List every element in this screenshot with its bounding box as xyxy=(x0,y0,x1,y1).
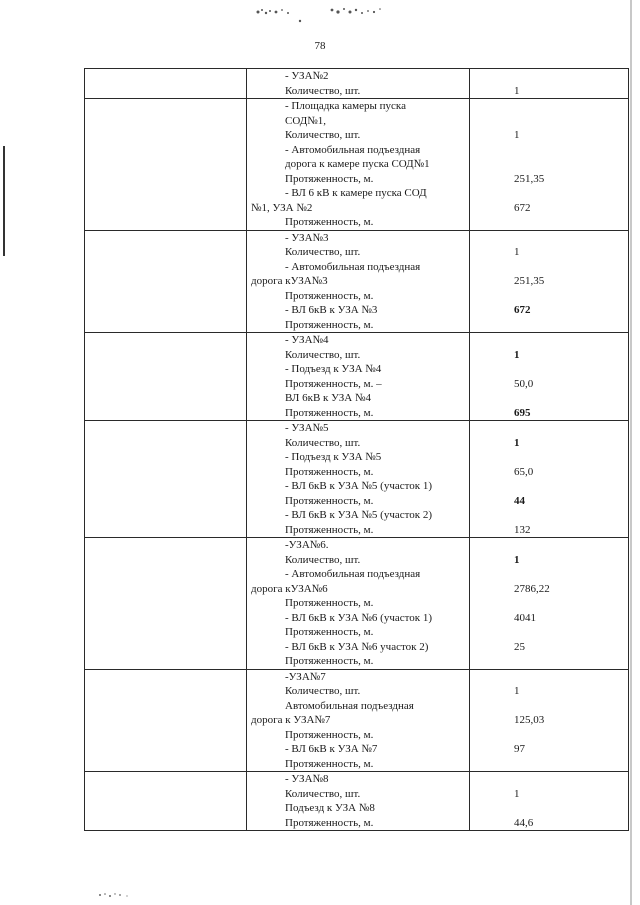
scan-edge-mark-left xyxy=(3,146,5,256)
column-divider xyxy=(469,68,470,831)
line-description: Протяженность, м. xyxy=(285,597,374,609)
table-line xyxy=(247,348,628,363)
document-table xyxy=(84,68,629,831)
line-value xyxy=(469,421,514,436)
row-lines xyxy=(247,69,628,98)
line-description: - УЗА№2 xyxy=(285,70,329,82)
line-description: Протяженность, м. xyxy=(285,816,374,829)
table-line xyxy=(247,333,628,348)
table-line xyxy=(247,128,628,143)
line-value: 132 xyxy=(514,523,531,536)
line-value: 50,0 xyxy=(514,377,534,390)
table-line xyxy=(247,231,628,246)
table-line xyxy=(247,157,628,172)
table-line xyxy=(247,436,628,451)
line-description: - ВЛ 6кВ к УЗА №5 (участок 2) xyxy=(285,509,433,521)
row-lines xyxy=(247,670,628,772)
line-description: Протяженность, м. xyxy=(285,494,374,507)
line-description: - ВЛ 6кВ к УЗА №3 xyxy=(285,304,378,316)
table-row xyxy=(85,69,629,99)
table-line xyxy=(247,508,628,523)
table-line xyxy=(247,465,628,480)
table-line xyxy=(247,728,628,743)
line-value xyxy=(469,801,514,816)
line-value xyxy=(469,625,514,640)
table-line xyxy=(247,99,628,114)
line-description: - ВЛ 6кВ к УЗА №6 (участок 1) xyxy=(285,611,433,624)
line-description: - ВЛ 6 кВ к камере пуска СОД xyxy=(285,187,427,199)
table-row xyxy=(85,333,629,421)
line-value: 695 xyxy=(514,406,531,419)
line-value xyxy=(469,114,514,129)
line-description: Протяженность, м. xyxy=(285,318,374,331)
table-row xyxy=(85,230,629,333)
line-value xyxy=(469,318,514,333)
line-description: Подъезд к УЗА №8 xyxy=(285,802,375,814)
table-line xyxy=(247,801,628,816)
line-description: Количество, шт. xyxy=(285,348,361,361)
table-line xyxy=(247,654,628,669)
empty-cell xyxy=(85,69,247,99)
table-line xyxy=(247,450,628,465)
line-description: Протяженность, м. – xyxy=(285,377,382,390)
line-value xyxy=(469,69,514,84)
line-description: - УЗА№4 xyxy=(285,334,329,346)
row-lines xyxy=(247,772,628,830)
table-row xyxy=(85,421,629,538)
description-cell xyxy=(247,538,629,670)
line-description: - УЗА№8 xyxy=(285,773,329,785)
line-description: Протяженность, м. xyxy=(285,655,374,667)
empty-cell xyxy=(85,230,247,333)
table-line xyxy=(247,186,628,201)
line-value: 44 xyxy=(514,494,525,507)
line-value: 672 xyxy=(514,201,531,214)
table-line xyxy=(247,538,628,553)
empty-cell xyxy=(85,421,247,538)
line-value: 1 xyxy=(514,246,520,258)
line-description: - ВЛ 6кВ к УЗА №6 участок 2) xyxy=(285,640,429,653)
table-line xyxy=(247,201,628,216)
table-row xyxy=(85,669,629,772)
description-cell xyxy=(247,99,629,231)
table-line xyxy=(247,274,628,289)
table-line xyxy=(247,289,628,304)
line-description: дорога кУЗА№3 xyxy=(251,275,328,287)
line-value: 1 xyxy=(514,436,520,449)
empty-cell xyxy=(85,772,247,831)
line-description: Количество, шт. xyxy=(285,129,361,141)
row-lines xyxy=(247,421,628,537)
table-line xyxy=(247,757,628,772)
line-description: Протяженность, м. xyxy=(285,757,374,770)
description-cell xyxy=(247,669,629,772)
line-value xyxy=(469,157,514,172)
line-description: - Автомобильная подъездная xyxy=(285,260,421,273)
table-line xyxy=(247,421,628,436)
table-line xyxy=(247,245,628,260)
line-value xyxy=(469,143,514,158)
line-description: Протяженность, м. xyxy=(285,406,374,419)
line-description: ВЛ 6кВ к УЗА №4 xyxy=(285,392,371,404)
line-description: - УЗА№3 xyxy=(285,231,329,244)
line-description: -УЗА№6. xyxy=(285,539,329,551)
scan-noise-top xyxy=(0,0,640,30)
line-value xyxy=(469,567,514,582)
table-row xyxy=(85,772,629,831)
line-value xyxy=(469,699,514,714)
line-description: - Подъезд к УЗА №5 xyxy=(285,451,382,463)
line-description: СОД№1, xyxy=(285,114,326,127)
line-value xyxy=(469,654,514,669)
line-description: Количество, шт. xyxy=(285,553,361,566)
line-description: Количество, шт. xyxy=(285,685,361,697)
line-description: Протяженность, м. xyxy=(285,626,374,638)
table-line xyxy=(247,772,628,787)
line-value: 1 xyxy=(514,84,520,97)
table-line xyxy=(247,260,628,275)
line-value xyxy=(469,772,514,787)
table-line xyxy=(247,143,628,158)
line-description: Протяженность, м. xyxy=(285,465,374,478)
table-line xyxy=(247,684,628,699)
line-value: 97 xyxy=(514,743,525,755)
table-row xyxy=(85,538,629,670)
line-value xyxy=(469,757,514,772)
table-row xyxy=(85,99,629,231)
table-line xyxy=(247,494,628,509)
page-number: 78 xyxy=(314,40,326,52)
line-description: №1, УЗА №2 xyxy=(251,201,313,214)
line-description: -УЗА№7 xyxy=(285,670,326,683)
description-cell xyxy=(247,421,629,538)
table-line xyxy=(247,172,628,187)
table-line xyxy=(247,114,628,129)
line-value: 251,35 xyxy=(514,275,545,287)
description-cell xyxy=(247,772,629,831)
line-description: Количество, шт. xyxy=(285,84,361,97)
line-value xyxy=(469,391,514,406)
line-description: Протяженность, м. xyxy=(285,216,374,228)
table-line xyxy=(247,816,628,831)
line-value xyxy=(469,508,514,523)
table-line xyxy=(247,640,628,655)
table-line xyxy=(247,699,628,714)
line-value: 1 xyxy=(514,348,520,361)
description-cell xyxy=(247,333,629,421)
row-lines xyxy=(247,99,628,230)
line-description: Количество, шт. xyxy=(285,436,361,449)
table-line xyxy=(247,670,628,685)
line-value xyxy=(469,99,514,114)
table-line xyxy=(247,611,628,626)
line-value: 1 xyxy=(514,553,520,566)
line-value: 25 xyxy=(514,640,525,653)
table-line xyxy=(247,582,628,597)
line-value: 2786,22 xyxy=(514,582,550,595)
table-line xyxy=(247,84,628,99)
row-lines xyxy=(247,231,628,333)
scan-noise-bottom xyxy=(0,885,640,905)
line-value xyxy=(469,289,514,304)
line-description: - Автомобильная подъездная xyxy=(285,568,421,580)
line-value xyxy=(469,538,514,553)
empty-cell xyxy=(85,99,247,231)
line-value: 65,0 xyxy=(514,465,534,478)
line-description: - Автомобильная подъездная xyxy=(285,143,421,156)
line-value: 672 xyxy=(514,304,531,316)
line-description: Количество, шт. xyxy=(285,787,361,800)
line-description: - ВЛ 6кВ к УЗА №7 xyxy=(285,743,378,755)
empty-cell xyxy=(85,538,247,670)
empty-cell xyxy=(85,669,247,772)
table-line xyxy=(247,303,628,318)
line-description: Протяженность, м. xyxy=(285,728,374,741)
line-value xyxy=(469,728,514,743)
line-description: - УЗА№5 xyxy=(285,422,329,434)
line-value: 125,03 xyxy=(514,714,545,726)
row-lines xyxy=(247,538,628,669)
table-line xyxy=(247,479,628,494)
scan-edge-mark-right xyxy=(630,0,632,905)
table-line xyxy=(247,215,628,230)
line-value xyxy=(469,260,514,275)
line-value xyxy=(469,231,514,246)
table-line xyxy=(247,362,628,377)
table-line xyxy=(247,69,628,84)
line-description: Количество, шт. xyxy=(285,246,361,258)
line-value: 1 xyxy=(514,129,520,141)
line-value xyxy=(469,362,514,377)
line-description: Протяженность, м. xyxy=(285,289,374,302)
table-line xyxy=(247,377,628,392)
line-description: Протяженность, м. xyxy=(285,523,374,536)
table-line xyxy=(247,787,628,802)
line-value: 1 xyxy=(514,787,520,800)
line-value xyxy=(469,215,514,230)
table-line xyxy=(247,553,628,568)
line-description: дорога к УЗА№7 xyxy=(251,714,331,726)
line-value xyxy=(469,186,514,201)
description-cell xyxy=(247,69,629,99)
line-description: - ВЛ 6кВ к УЗА №5 (участок 1) xyxy=(285,480,433,492)
table-line xyxy=(247,567,628,582)
line-value xyxy=(469,670,514,685)
line-description: дорога к камере пуска СОД№1 xyxy=(285,158,430,170)
empty-cell xyxy=(85,333,247,421)
line-value xyxy=(469,596,514,611)
line-description: - Подъезд к УЗА №4 xyxy=(285,363,382,375)
row-lines xyxy=(247,333,628,420)
line-value xyxy=(469,333,514,348)
table-line xyxy=(247,406,628,421)
line-value: 4041 xyxy=(514,611,536,624)
description-cell xyxy=(247,230,629,333)
table-line xyxy=(247,713,628,728)
line-value xyxy=(469,450,514,465)
table-line xyxy=(247,625,628,640)
line-description: - Площадка камеры пуска xyxy=(285,100,406,112)
line-value: 44,6 xyxy=(514,816,534,829)
table-line xyxy=(247,596,628,611)
table-line xyxy=(247,742,628,757)
line-description: дорога кУЗА№6 xyxy=(251,582,328,595)
line-value xyxy=(469,479,514,494)
line-value: 251,35 xyxy=(514,172,545,185)
line-description: Автомобильная подъездная xyxy=(285,699,414,712)
table-line xyxy=(247,523,628,538)
table-line xyxy=(247,391,628,406)
line-value: 1 xyxy=(514,685,520,697)
line-description: Протяженность, м. xyxy=(285,172,374,185)
table-line xyxy=(247,318,628,333)
